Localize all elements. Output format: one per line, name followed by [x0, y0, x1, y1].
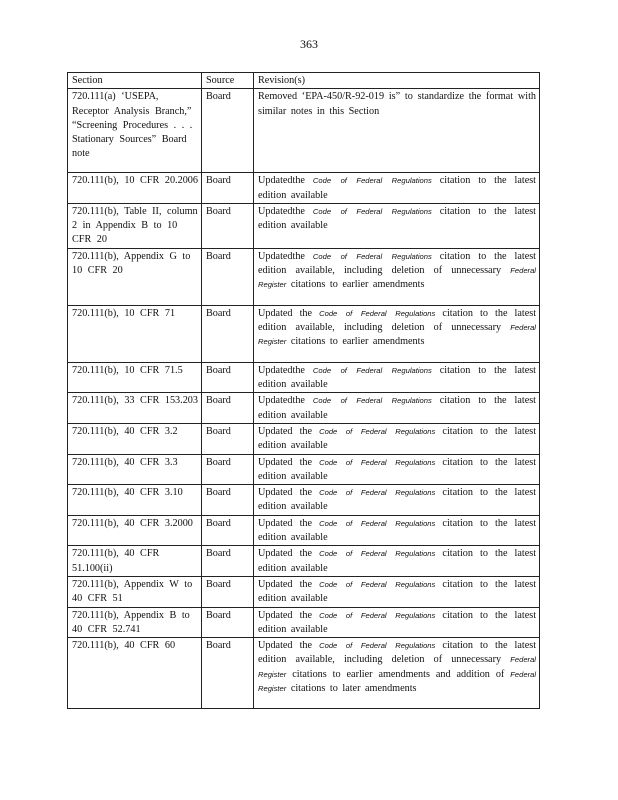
- source-cell: Board: [202, 305, 254, 362]
- table-row: [68, 515, 540, 546]
- revision-cell: [254, 454, 540, 485]
- citation-title: Code of Federal Regulations: [312, 176, 432, 186]
- revision-text: citation to the latest edition available: [258, 609, 537, 635]
- citation-title: Code of Federal Regulations: [312, 365, 432, 375]
- source-cell: Board: [202, 576, 254, 607]
- section-cell: 720.111(b), 40 CFR 51.100(ii): [68, 546, 202, 577]
- source-cell: Board: [202, 362, 254, 393]
- revision-text: citations to earlier amendments: [290, 336, 425, 348]
- header-section: Section: [68, 73, 202, 89]
- source-cell: Board: [202, 203, 254, 248]
- revision-text: citation to the latest edition available: [258, 548, 537, 574]
- revision-text: Updated the: [258, 609, 313, 621]
- table-row: [68, 576, 540, 607]
- table-row: [68, 638, 540, 709]
- revision-text: citation to the latest edition available: [258, 395, 537, 421]
- revision-text: citation to the latest edition available: [258, 205, 537, 232]
- source-cell: Board: [202, 393, 254, 424]
- citation-title: Code of Federal Regulations: [319, 457, 436, 467]
- citation-title: Code of Federal Regulations: [319, 579, 436, 589]
- citation-title: Code of Federal Regulations: [319, 641, 436, 651]
- revision-text: Updated the: [258, 487, 313, 499]
- table-row: [68, 362, 540, 393]
- revision-cell: [254, 362, 540, 393]
- revision-text: citation to the latest edition available: [258, 487, 537, 513]
- revision-text: Updated the: [258, 307, 313, 319]
- table-row: [68, 203, 540, 248]
- revision-cell: [254, 485, 540, 516]
- section-cell: 720.111(b), 10 CFR 71.5: [68, 362, 202, 393]
- revision-text: Updated the: [258, 578, 313, 590]
- table-row: [68, 607, 540, 638]
- revision-text: citation to the latest edition available: [258, 425, 537, 452]
- section-cell: 720.111(b), 40 CFR 3.2000: [68, 515, 202, 546]
- table-row: [68, 423, 540, 454]
- revision-text: Updated the: [258, 425, 313, 437]
- revision-text: Updatedthe: [258, 205, 305, 217]
- citation-title: Code of Federal Regulations: [319, 549, 436, 559]
- table-row: [68, 546, 540, 577]
- citation-title: Code of Federal Regulations: [319, 610, 436, 620]
- revision-cell: [254, 515, 540, 546]
- citation-title: Federal Register: [258, 669, 537, 694]
- table-header-row: [68, 73, 540, 89]
- source-cell: Board: [202, 607, 254, 638]
- revision-text: citations to later amendments: [290, 683, 417, 695]
- table-row: [68, 305, 540, 362]
- source-cell: Board: [202, 638, 254, 709]
- revision-text: Updatedthe: [258, 364, 305, 376]
- source-cell: Board: [202, 485, 254, 516]
- revision-cell: [254, 638, 540, 709]
- source-cell: Board: [202, 423, 254, 454]
- revision-cell: [254, 305, 540, 362]
- revision-text: citation to the latest edition available, including deletion of unnecessary: [258, 640, 537, 666]
- revision-cell: [254, 546, 540, 577]
- section-cell: 720.111(b), Appendix B to 40 CFR 52.741: [68, 607, 202, 638]
- citation-title: Code of Federal Regulations: [312, 251, 432, 261]
- citation-title: Federal Register: [258, 266, 536, 290]
- citation-title: Code of Federal Regulations: [312, 206, 432, 216]
- revision-text: Updated the: [258, 548, 313, 560]
- citation-title: Code of Federal Regulations: [319, 518, 436, 528]
- revision-text: citation to the latest edition available: [258, 578, 537, 605]
- header-revision: Revision(s): [254, 73, 540, 89]
- revision-text: Updatedthe: [258, 175, 305, 187]
- revision-text: citation to the latest edition available: [258, 364, 537, 391]
- revision-text: citation to the latest edition available, including deletion of unnecessary: [258, 250, 537, 277]
- source-cell: Board: [202, 173, 254, 204]
- revision-text: Removed ‘EPA-450/R-92-019 is” to standardize the format with similar notes in this Section: [258, 91, 536, 117]
- citation-title: Code of Federal Regulations: [319, 308, 436, 318]
- table-row: [68, 393, 540, 424]
- revision-text: citation to the latest edition available: [258, 175, 537, 201]
- section-cell: 720.111(b), 40 CFR 60: [68, 638, 202, 709]
- revision-text: Updated the: [258, 640, 313, 652]
- source-cell: Board: [202, 515, 254, 546]
- revision-text: citation to the latest edition available: [258, 517, 537, 544]
- header-source: Source: [202, 73, 254, 89]
- revision-text: citation to the latest edition available, including deletion of unnecessary: [258, 307, 537, 334]
- source-cell: Board: [202, 546, 254, 577]
- table-row: [68, 248, 540, 305]
- revision-text: citation to the latest edition available: [258, 456, 537, 482]
- revision-text: Updated the: [258, 456, 313, 468]
- revision-text: Updatedthe: [258, 395, 305, 407]
- revision-cell: [254, 607, 540, 638]
- section-cell: 720.111(b), Appendix G to 10 CFR 20: [68, 248, 202, 305]
- source-cell: Board: [202, 89, 254, 173]
- section-cell: 720.111(a) ‘USEPA, Receptor Analysis Branch,” “Screening Procedures . . . Stationary Sources” Board note: [68, 89, 202, 173]
- revision-text: citations to earlier amendments: [290, 279, 425, 291]
- revision-text: citations to earlier amendments and addition of: [292, 668, 505, 680]
- table-body: [68, 89, 540, 709]
- page-number: 363: [300, 37, 318, 51]
- citation-title: Code of Federal Regulations: [319, 488, 436, 498]
- revisions-table: [67, 72, 540, 709]
- citation-title: Federal Register: [258, 655, 536, 679]
- section-cell: 720.111(b), Appendix W to 40 CFR 51: [68, 576, 202, 607]
- revision-text: Updatedthe: [258, 250, 305, 262]
- revision-cell: [254, 423, 540, 454]
- table-row: [68, 173, 540, 204]
- source-cell: Board: [202, 248, 254, 305]
- revision-cell: [254, 203, 540, 248]
- section-cell: 720.111(b), 40 CFR 3.10: [68, 485, 202, 516]
- revision-cell: [254, 576, 540, 607]
- revision-cell: [254, 89, 540, 173]
- section-cell: 720.111(b), 33 CFR 153.203: [68, 393, 202, 424]
- revision-cell: [254, 173, 540, 204]
- section-cell: 720.111(b), Table II, column 2 in Appendix B to 10 CFR 20: [68, 203, 202, 248]
- table-row: [68, 485, 540, 516]
- section-cell: 720.111(b), 40 CFR 3.3: [68, 454, 202, 485]
- revision-cell: [254, 393, 540, 424]
- source-cell: Board: [202, 454, 254, 485]
- citation-title: Code of Federal Regulations: [319, 426, 436, 436]
- section-cell: 720.111(b), 40 CFR 3.2: [68, 423, 202, 454]
- citation-title: Federal Register: [258, 323, 536, 347]
- section-cell: 720.111(b), 10 CFR 20.2006: [68, 173, 202, 204]
- revision-text: Updated the: [258, 517, 313, 529]
- citation-title: Code of Federal Regulations: [312, 396, 432, 406]
- table-row: [68, 89, 540, 173]
- revision-cell: [254, 248, 540, 305]
- section-cell: 720.111(b), 10 CFR 71: [68, 305, 202, 362]
- table-row: [68, 454, 540, 485]
